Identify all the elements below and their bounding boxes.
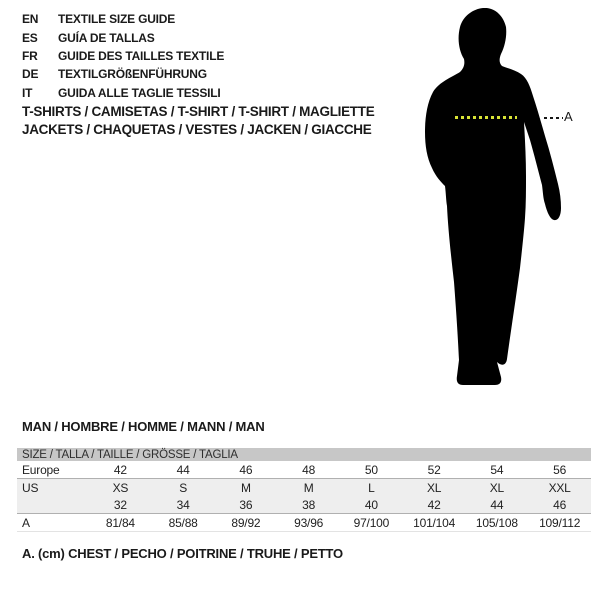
language-code: ES (22, 30, 38, 45)
size-cell: M (240, 480, 251, 495)
language-code: FR (22, 48, 38, 63)
measure-leader-line (544, 117, 563, 120)
size-cell: 44 (490, 497, 504, 512)
language-code: EN (22, 12, 39, 27)
size-cell: XL (489, 480, 505, 495)
size-cell: 97/100 (353, 515, 390, 530)
row-label: Europe (22, 462, 60, 477)
size-cell: 93/96 (294, 515, 324, 530)
language-row (22, 28, 224, 46)
table-row (17, 513, 591, 531)
size-cell: 85/88 (168, 515, 198, 530)
size-cell: 101/104 (413, 515, 456, 530)
chest-measure-line (455, 116, 517, 119)
size-cell: 46 (239, 462, 253, 477)
language-row (22, 10, 224, 28)
figure-area (423, 8, 593, 392)
language-code: IT (22, 85, 33, 100)
size-cell: S (179, 480, 188, 495)
size-cell: XL (426, 480, 442, 495)
size-cell: 56 (553, 462, 567, 477)
category-tshirts: T-SHIRTS / CAMISETAS / T-SHIRT / T-SHIRT / MAGLIETTE (22, 104, 375, 119)
language-title: TEXTILE SIZE GUIDE (58, 12, 176, 27)
language-row (22, 84, 224, 102)
language-title: GUIDA ALLE TAGLIE TESSILI (58, 85, 221, 100)
size-cell: 52 (427, 462, 441, 477)
size-cell: 81/84 (105, 515, 135, 530)
table-row (17, 478, 591, 496)
category-jackets: JACKETS / CHAQUETAS / VESTES / JACKEN / GIACCHE (22, 122, 372, 137)
size-cell: 89/92 (231, 515, 261, 530)
size-cell: 36 (239, 497, 253, 512)
size-cell: 50 (364, 462, 378, 477)
size-cell: M (303, 480, 314, 495)
language-title: TEXTILGRÖßENFÜHRUNG (58, 67, 207, 82)
language-title: GUÍA DE TALLAS (58, 30, 155, 45)
row-label: A (22, 515, 30, 530)
row-label: US (22, 480, 39, 495)
size-cell: 46 (553, 497, 567, 512)
size-table-header: SIZE / TALLA / TAILLE / GRÖSSE / TAGLIA (17, 448, 591, 461)
size-cell: 42 (427, 497, 441, 512)
language-row (22, 47, 224, 65)
size-cell: L (368, 480, 375, 495)
size-cell: 109/112 (539, 515, 581, 530)
size-cell: 42 (113, 462, 127, 477)
size-table (17, 448, 591, 532)
table-row (17, 496, 591, 513)
size-cell: 105/108 (475, 515, 518, 530)
size-cell: XXL (548, 480, 571, 495)
section-title: MAN / HOMBRE / HOMME / MANN / MAN (22, 419, 265, 434)
measurement-footnote: A. (cm) CHEST / PECHO / POITRINE / TRUHE / PETTO (22, 546, 343, 561)
size-cell: 34 (176, 497, 190, 512)
table-row (17, 461, 591, 478)
size-cell: 40 (364, 497, 378, 512)
size-cell: XS (112, 480, 129, 495)
measure-label-a: A (564, 109, 573, 124)
language-title: GUIDE DES TAILLES TEXTILE (58, 48, 225, 63)
size-cell: 48 (302, 462, 316, 477)
size-cell: 54 (490, 462, 504, 477)
language-row (22, 65, 224, 83)
man-silhouette (423, 8, 563, 390)
size-cell: 32 (113, 497, 127, 512)
language-list (22, 10, 224, 102)
size-table-body (17, 461, 591, 531)
size-cell: 38 (302, 497, 316, 512)
category-lines (22, 104, 374, 140)
size-cell: 44 (176, 462, 190, 477)
language-code: DE (22, 67, 39, 82)
